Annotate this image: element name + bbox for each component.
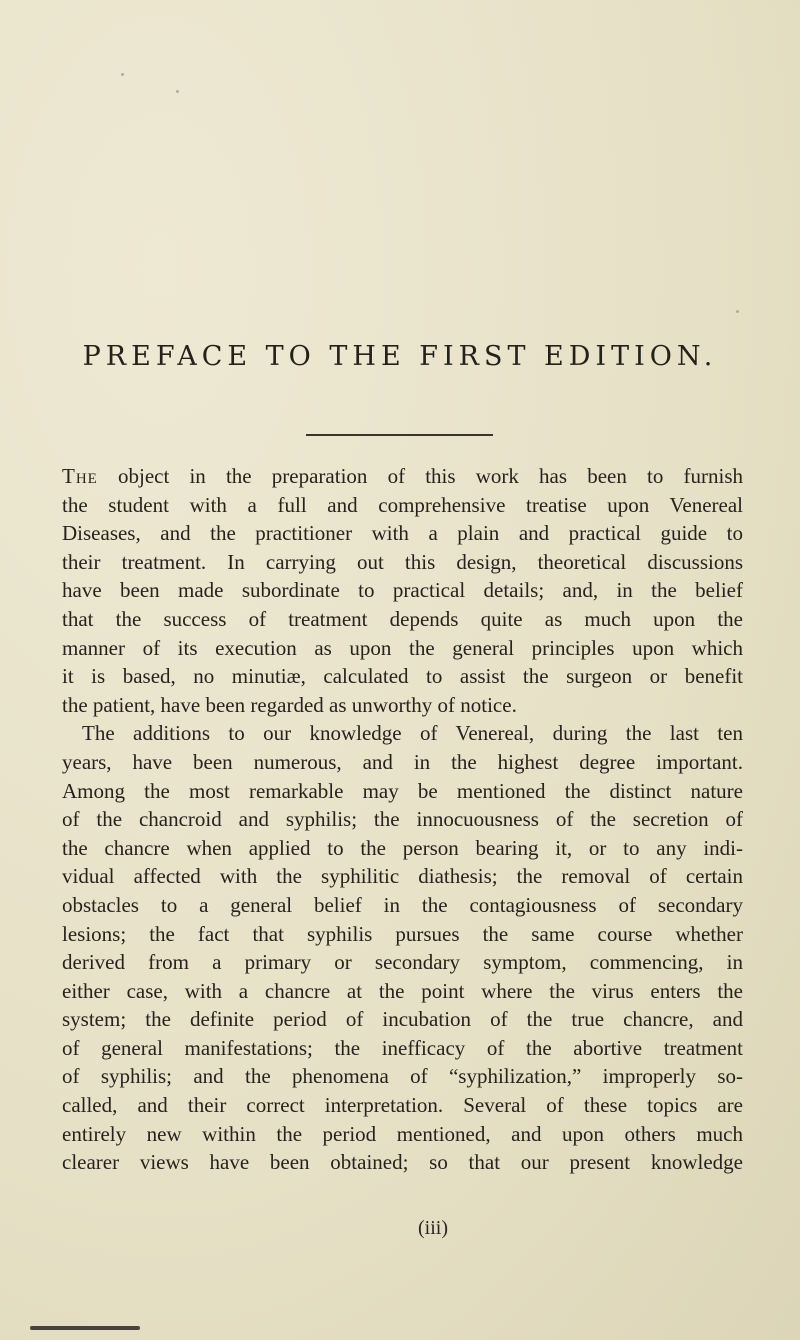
text-line: that the success of treatment depends quite as much upon the [62,606,743,631]
text-line: entirely new within the period mentioned, and upon others much [62,1121,743,1146]
text-line: the student with a full and comprehensive treatise upon Venereal [62,492,743,517]
page-number: (iii) [418,1217,448,1239]
text-line: The additions to our knowledge of Venereal, during the last ten [82,721,743,746]
heading-rule-divider [306,434,493,436]
text-line: manner of its execution as upon the general principles upon which [62,635,743,660]
text-line: Among the most remarkable may be mentioned the distinct nature [62,778,743,803]
text-line: it is based, no minutiæ, calculated to assist the surgeon or benefit [62,664,743,689]
text-line-content: object in the preparation of this work has been to furnish [97,464,743,488]
text-line: have been made subordinate to practical details; and, in the belief [62,578,743,603]
paper-speck [176,90,179,93]
text-line: derived from a primary or secondary symptom, commencing, in [62,950,743,975]
text-line: of general manifestations; the inefficacy of the abortive treatment [62,1035,743,1060]
text-line: years, have been numerous, and in the highest degree important. [62,749,743,774]
text-line: system; the definite period of incubation of the true chancre, and [62,1007,743,1032]
preface-heading: PREFACE TO THE FIRST EDITION. [82,341,718,372]
page-edge-shadow [30,1326,140,1330]
text-line: either case, with a chancre at the point where the virus enters the [62,978,743,1003]
preface-body [62,462,743,1177]
text-line: clearer views have been obtained; so that our present knowledge [62,1150,743,1175]
text-line: of the chancroid and syphilis; the innocuousness of the secretion of [62,807,743,832]
text-line: vidual affected with the syphilitic diathesis; the removal of certain [62,864,743,889]
paper-speck [736,310,739,313]
opening-word: The [62,464,98,488]
text-line: the patient, have been regarded as unworthy of notice. [62,692,517,717]
text-line: Diseases, and the practitioner with a plain and practical guide to [62,521,743,546]
text-line: called, and their correct interpretation. Several of these topics are [62,1093,743,1118]
text-line: lesions; the fact that syphilis pursues the same course whether [62,921,743,946]
text-line: the chancre when applied to the person bearing it, or to any indi- [62,835,743,860]
text-line: their treatment. In carrying out this design, theoretical discussions [62,549,743,574]
text-line: obstacles to a general belief in the contagiousness of secondary [62,892,743,917]
text-line: of syphilis; and the phenomena of “syphilization,” improperly so- [62,1064,743,1089]
text-line [62,462,743,491]
paper-speck [121,73,124,76]
